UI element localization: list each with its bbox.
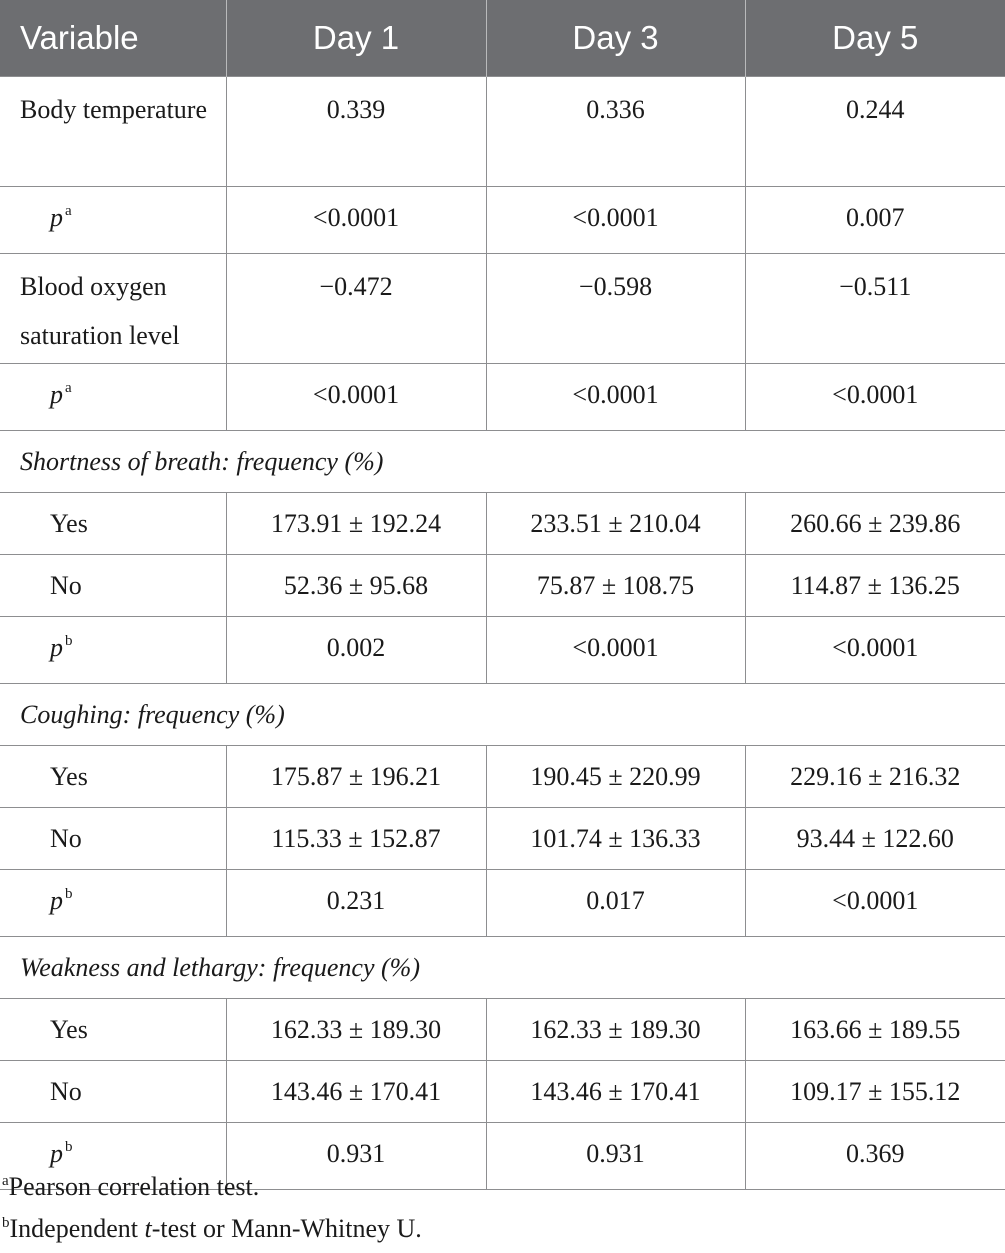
cell-day-1: 162.33 ± 189.30: [226, 999, 486, 1061]
row-label: [0, 617, 226, 684]
cell-day-1: <0.0001: [226, 364, 486, 431]
cell-day-1: 0.931: [226, 1123, 486, 1190]
row-label: Yes: [0, 999, 226, 1061]
cell-day-3: −0.598: [486, 254, 745, 364]
footnote-marker: a: [65, 380, 72, 396]
cell-day-3: <0.0001: [486, 364, 745, 431]
cell-day-5: 114.87 ± 136.25: [745, 555, 1005, 617]
cell-day-3: 162.33 ± 189.30: [486, 999, 745, 1061]
table-row-p-value: [0, 617, 1005, 684]
cell-day-3: <0.0001: [486, 187, 745, 254]
cell-day-1: 173.91 ± 192.24: [226, 493, 486, 555]
cell-day-3: 190.45 ± 220.99: [486, 746, 745, 808]
footnote-marker: b: [65, 1139, 73, 1155]
footnote-text: Pearson correlation test.: [8, 1172, 260, 1201]
cell-day-5: <0.0001: [745, 870, 1005, 937]
table-row-yes: [0, 493, 1005, 555]
footnote-marker: b: [2, 1215, 10, 1231]
cell-day-1: 115.33 ± 152.87: [226, 808, 486, 870]
cell-day-3: 233.51 ± 210.04: [486, 493, 745, 555]
cell-day-5: −0.511: [745, 254, 1005, 364]
cell-day-3: 0.017: [486, 870, 745, 937]
cell-day-5: 93.44 ± 122.60: [745, 808, 1005, 870]
cell-day-1: 0.231: [226, 870, 486, 937]
section-row-weakness-lethargy: [0, 937, 1005, 999]
table-row-p-value: [0, 364, 1005, 431]
cell-day-5: <0.0001: [745, 364, 1005, 431]
row-label: Yes: [0, 493, 226, 555]
cell-day-5: 0.244: [745, 77, 1005, 187]
row-label: Body temperature: [0, 77, 226, 187]
p-letter: p: [50, 886, 63, 915]
table-row-p-value: [0, 187, 1005, 254]
cell-day-1: 143.46 ± 170.41: [226, 1061, 486, 1123]
footnote-marker: b: [65, 886, 73, 902]
header-variable: Variable: [0, 0, 226, 77]
row-label: Blood oxygen saturation level: [0, 254, 226, 364]
cell-day-5: 260.66 ± 239.86: [745, 493, 1005, 555]
header-day-5: Day 5: [745, 0, 1005, 77]
p-letter: p: [50, 203, 63, 232]
cell-day-5: 109.17 ± 155.12: [745, 1061, 1005, 1123]
table-row-blood-oxygen: [0, 254, 1005, 364]
footnote-marker: b: [65, 633, 73, 649]
cell-day-1: −0.472: [226, 254, 486, 364]
table-row-p-value: [0, 870, 1005, 937]
p-letter: p: [50, 380, 63, 409]
header-day-1: Day 1: [226, 0, 486, 77]
footnote-b: [2, 1210, 422, 1252]
table-row-no: [0, 1061, 1005, 1123]
cell-day-5: 0.007: [745, 187, 1005, 254]
footnote-text: -test or Mann-Whitney U.: [151, 1214, 422, 1243]
footnote-italic: t: [144, 1214, 152, 1243]
cell-day-3: 143.46 ± 170.41: [486, 1061, 745, 1123]
cell-day-5: 229.16 ± 216.32: [745, 746, 1005, 808]
header-day-3: Day 3: [486, 0, 745, 77]
cell-day-3: 0.336: [486, 77, 745, 187]
section-row-coughing: [0, 684, 1005, 746]
cell-day-3: 101.74 ± 136.33: [486, 808, 745, 870]
footnote-a: [2, 1168, 422, 1210]
table-footnotes: [2, 1168, 422, 1252]
section-title: Weakness and lethargy: frequency (%): [0, 937, 1005, 999]
p-letter: p: [50, 1139, 63, 1168]
table-row-yes: [0, 746, 1005, 808]
footnote-marker: a: [65, 203, 72, 219]
row-label: [0, 870, 226, 937]
cell-day-1: <0.0001: [226, 187, 486, 254]
cell-day-5: <0.0001: [745, 617, 1005, 684]
table-row-body-temperature: [0, 77, 1005, 187]
cell-day-3: 75.87 ± 108.75: [486, 555, 745, 617]
row-label: No: [0, 808, 226, 870]
row-label: Yes: [0, 746, 226, 808]
table-row-no: [0, 555, 1005, 617]
cell-day-1: 0.339: [226, 77, 486, 187]
row-label: [0, 187, 226, 254]
header-row: [0, 0, 1005, 77]
cell-day-5: 163.66 ± 189.55: [745, 999, 1005, 1061]
table-row-no: [0, 808, 1005, 870]
footnote-marker: a: [2, 1173, 9, 1189]
cell-day-5: 0.369: [745, 1123, 1005, 1190]
footnote-text: Independent: [9, 1214, 145, 1243]
cell-day-1: 52.36 ± 95.68: [226, 555, 486, 617]
cell-day-1: 175.87 ± 196.21: [226, 746, 486, 808]
p-letter: p: [50, 633, 63, 662]
row-label: No: [0, 555, 226, 617]
section-row-shortness-of-breath: [0, 431, 1005, 493]
row-label: No: [0, 1061, 226, 1123]
cell-day-3: <0.0001: [486, 617, 745, 684]
section-title: Shortness of breath: frequency (%): [0, 431, 1005, 493]
cell-day-3: 0.931: [486, 1123, 745, 1190]
cell-day-1: 0.002: [226, 617, 486, 684]
section-title: Coughing: frequency (%): [0, 684, 1005, 746]
row-label: [0, 364, 226, 431]
table-row-yes: [0, 999, 1005, 1061]
